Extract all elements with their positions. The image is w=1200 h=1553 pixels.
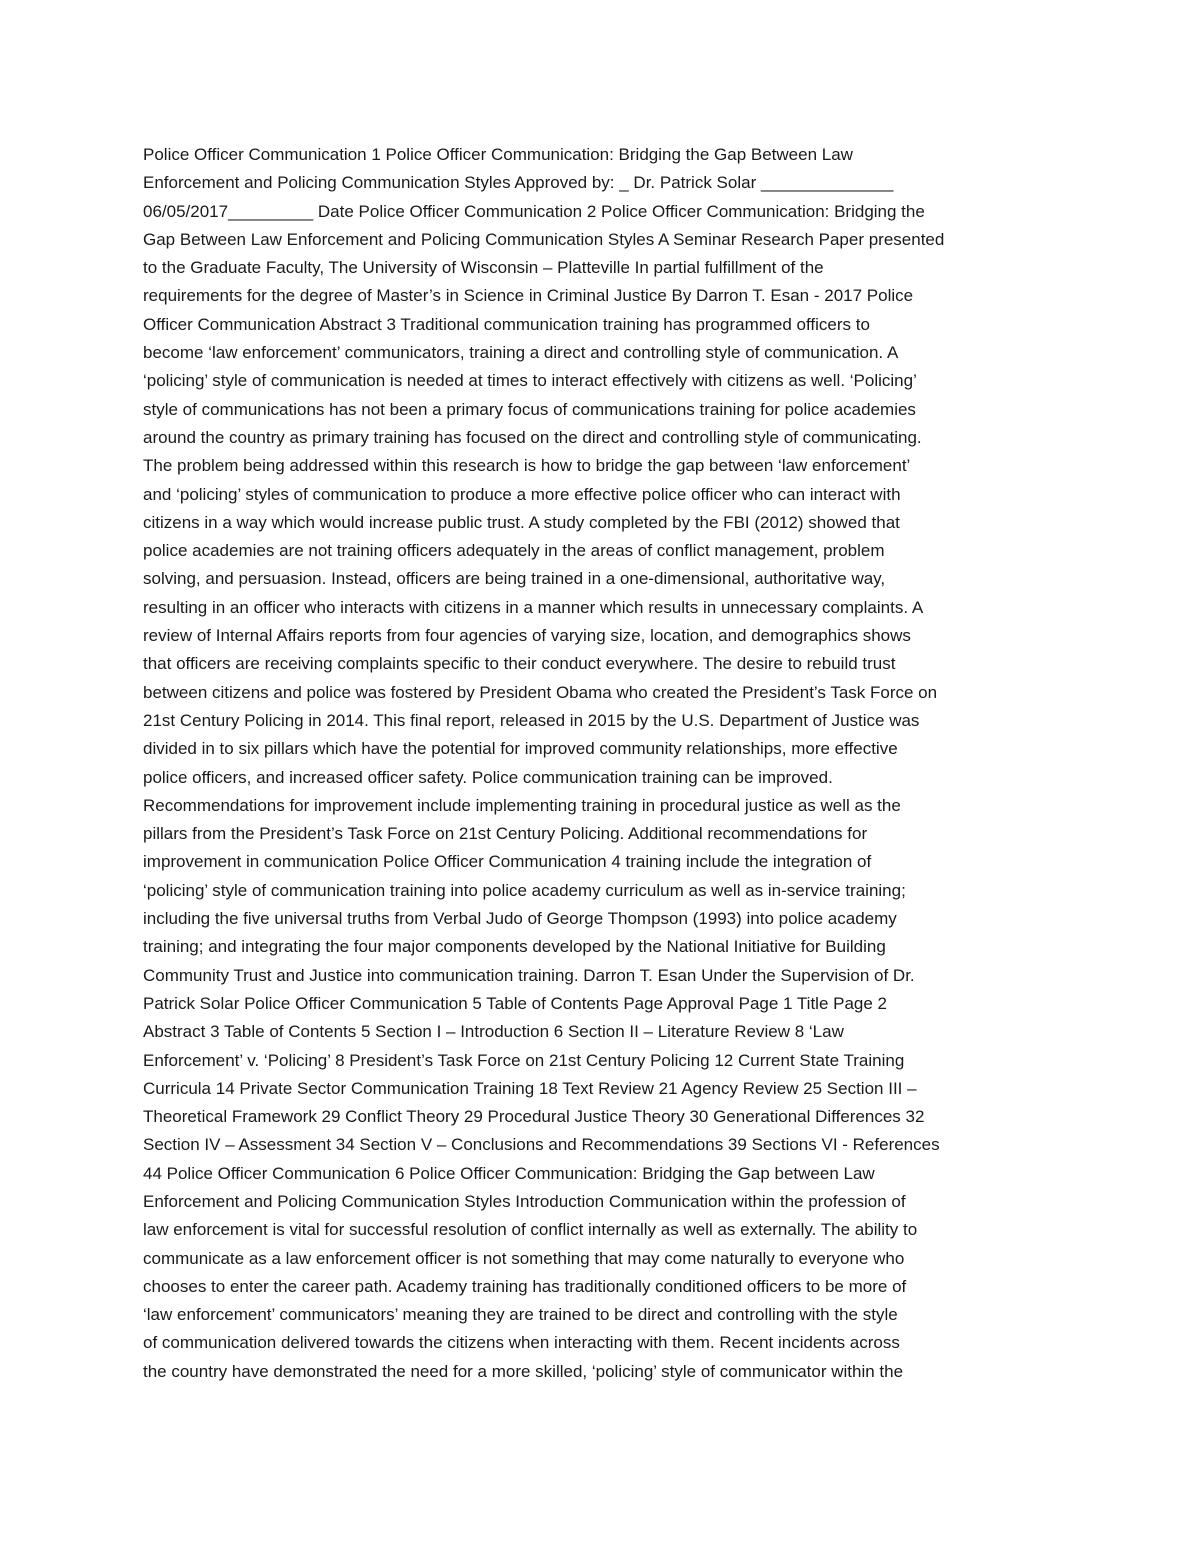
text-line: Enforcement and Policing Communication Styles Introduction Communication within the profession of	[143, 1191, 906, 1211]
text-line: pillars from the President’s Task Force on 21st Century Policing. Additional recommendations for	[143, 824, 868, 844]
text-line: that officers are receiving complaints specific to their conduct everywhere. The desire to rebuild trust	[143, 654, 896, 674]
body-text	[143, 141, 1063, 1386]
text-line: review of Internal Affairs reports from four agencies of varying size, location, and demographics shows	[143, 626, 911, 646]
text-line: Patrick Solar Police Officer Communication 5 Table of Contents Page Approval Page 1 Title Page 2	[143, 993, 888, 1013]
text-line: solving, and persuasion. Instead, officers are being trained in a one-dimensional, authoritative way,	[143, 569, 886, 589]
text-line: Theoretical Framework 29 Conflict Theory 29 Procedural Justice Theory 30 Generational Differences 32	[143, 1107, 925, 1127]
text-line: 21st Century Policing in 2014. This final report, released in 2015 by the U.S. Department of Justice was	[143, 710, 920, 730]
text-line: divided in to six pillars which have the potential for improved community relationships, more effective	[143, 739, 898, 759]
text-line: police academies are not training officers adequately in the areas of conflict management, problem	[143, 541, 885, 561]
text-line: citizens in a way which would increase public trust. A study completed by the FBI (2012) showed that	[143, 512, 900, 532]
text-line: Recommendations for improvement include implementing training in procedural justice as well as the	[143, 795, 901, 815]
text-line: become ‘law enforcement’ communicators, training a direct and controlling style of communication. A	[143, 343, 899, 363]
text-line: ‘policing’ style of communication is needed at times to interact effectively with citizens as well. ‘Policing’	[143, 371, 917, 391]
text-line: ‘law enforcement’ communicators’ meaning they are trained to be direct and controlling with the style	[143, 1305, 898, 1325]
text-line: Enforcement’ v. ‘Policing’ 8 President’s Task Force on 21st Century Policing 12 Current State Training	[143, 1050, 905, 1070]
text-line: between citizens and police was fostered by President Obama who created the President’s Task Force on	[143, 682, 938, 702]
text-line: improvement in communication Police Officer Communication 4 training include the integration of	[143, 852, 872, 872]
text-line: ‘policing’ style of communication training into police academy curriculum as well as in-service training;	[143, 880, 906, 900]
text-line: training; and integrating the four major components developed by the National Initiative for Building	[143, 937, 886, 957]
text-line: 06/05/2017_________ Date Police Officer Communication 2 Police Officer Communication: Bridging the	[143, 201, 925, 221]
text-line: The problem being addressed within this research is how to bridge the gap between ‘law enforcement’	[143, 456, 911, 476]
text-line: and ‘policing’ styles of communication to produce a more effective police officer who can interact with	[143, 484, 901, 504]
text-line: the country have demonstrated the need for a more skilled, ‘policing’ style of communicator within the	[143, 1361, 904, 1381]
text-line: communicate as a law enforcement officer is not something that may come naturally to everyone who	[143, 1248, 905, 1268]
text-line: Abstract 3 Table of Contents 5 Section I – Introduction 6 Section II – Literature Review 8 ‘Law	[143, 1022, 844, 1042]
text-line: 44 Police Officer Communication 6 Police Officer Communication: Bridging the Gap between Law	[143, 1163, 875, 1183]
text-line: chooses to enter the career path. Academy training has traditionally conditioned officers to be more of	[143, 1276, 907, 1296]
text-line: requirements for the degree of Master’s in Science in Criminal Justice By Darron T. Esan - 2017 Police	[143, 286, 914, 306]
text-line: law enforcement is vital for successful resolution of conflict internally as well as externally. The ability to	[143, 1220, 918, 1240]
text-line: around the country as primary training has focused on the direct and controlling style of communicating.	[143, 427, 922, 447]
text-line: police officers, and increased officer safety. Police communication training can be improved.	[143, 767, 833, 787]
text-line: of communication delivered towards the citizens when interacting with them. Recent incidents across	[143, 1333, 900, 1353]
text-line: including the five universal truths from Verbal Judo of George Thompson (1993) into police academy	[143, 909, 897, 929]
text-line: style of communications has not been a primary focus of communications training for police academies	[143, 399, 916, 419]
text-line: resulting in an officer who interacts with citizens in a manner which results in unnecessary complaints. A	[143, 597, 924, 617]
text-line: Gap Between Law Enforcement and Policing Communication Styles A Seminar Research Paper presented	[143, 229, 945, 249]
text-line: Community Trust and Justice into communication training. Darron T. Esan Under the Supervision of Dr.	[143, 965, 915, 985]
text-line: Police Officer Communication 1 Police Officer Communication: Bridging the Gap Between Law	[143, 145, 853, 164]
text-line: Enforcement and Policing Communication Styles Approved by: _ Dr. Patrick Solar ______________	[143, 173, 894, 193]
text-line: Section IV – Assessment 34 Section V – Conclusions and Recommendations 39 Sections VI - References	[143, 1135, 940, 1155]
text-line: to the Graduate Faculty, The University of Wisconsin – Platteville In partial fulfillment of the	[143, 258, 824, 278]
text-line: Curricula 14 Private Sector Communication Training 18 Text Review 21 Agency Review 25 Section III –	[143, 1078, 917, 1098]
text-line: Officer Communication Abstract 3 Traditional communication training has programmed officers to	[143, 314, 870, 334]
